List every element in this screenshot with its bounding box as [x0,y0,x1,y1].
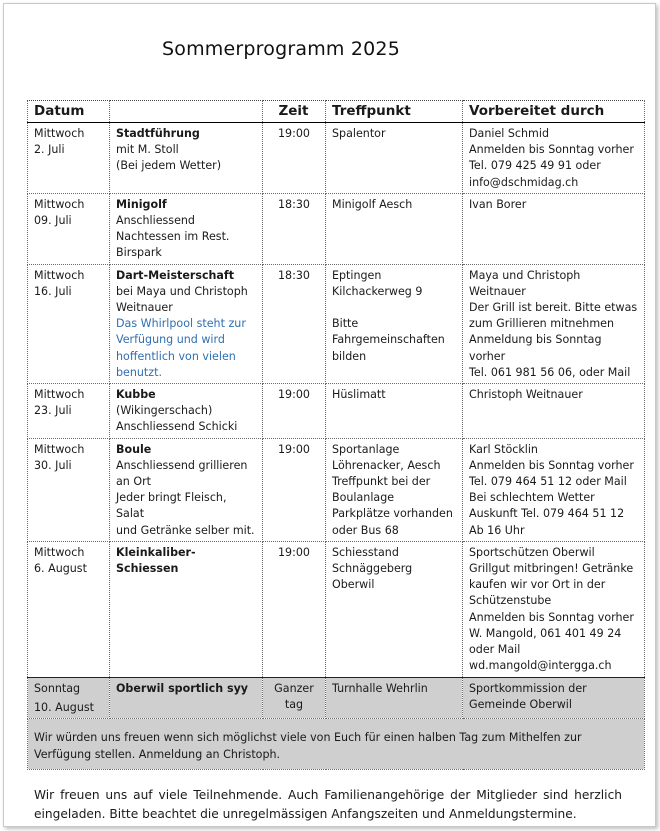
prepared-line: Daniel Schmid [469,127,549,140]
meeting-cell [326,384,463,439]
help-request-note: Wir würden uns freuen wenn sich möglichst viele von Euch für einen halben Tag zum Mithelfen zur Verfügung stellen. Anmeldung an Christoph. [28,718,645,769]
event-detail: bei Maya und Christoph [116,284,248,298]
event-title: Oberwil sportlich syy [116,681,249,695]
meeting-line: Fahrgemeinschaften [332,333,445,347]
date-cell [28,193,110,264]
event-note: Das Whirlpool steht zur Verfügung und wird hoffentlich von vielen benutzt. [116,317,246,379]
prepared-cell [463,438,645,541]
meeting-line: Sportanlage [332,442,400,456]
prepared-line: W. Mangold, 061 401 49 24 [469,626,622,640]
prepared-line: oder Mail [469,643,521,657]
prepared-line: Anmelden bis Sonntag vorher [469,610,634,624]
prepared-line: Tel. 079 425 49 91 oder [469,159,601,173]
event-date: 30. Juli [34,458,72,472]
event-date: 10. August [34,700,94,714]
prepared-line: Christoph Weitnauer [469,388,583,402]
meeting-line: oder Bus 68 [332,523,399,537]
prepared-line: Karl Stöcklin [469,442,538,456]
header-datum: Datum [28,101,110,123]
prepared-line: Gemeinde Oberwil [469,697,572,711]
prepared-line: Anmelden bis Sonntag vorher [469,458,634,472]
prepared-line: Tel. 079 464 51 12 oder Mail [469,475,627,489]
header-treffpunkt: Treffpunkt [326,101,463,123]
weekday: Mittwoch [34,197,85,211]
event-detail: Anschliessend [116,214,195,228]
event-detail: Nachtessen im Rest. [116,230,230,244]
event-date: 16. Juli [34,284,72,298]
prepared-line: wd.mangold@intergga.ch [469,659,612,673]
date-cell [28,264,110,383]
prepared-line: zum Grillieren mitnehmen [469,317,614,331]
time-cell: 19:00 [263,384,326,439]
prepared-line: Bei schlechtem Wetter [469,491,595,505]
meeting-line: Parkplätze vorhanden [332,507,453,521]
event-detail: Anschliessend Schicki [116,420,238,434]
prepared-cell [463,384,645,439]
meeting-cell [326,193,463,264]
table-row [28,541,645,677]
event-cell [110,384,263,439]
prepared-cell [463,541,645,677]
header-event [110,101,263,123]
prepared-line: Weitnauer [469,284,526,298]
event-date: 6. August [34,562,87,576]
date-cell [28,438,110,541]
prepared-line: Der Grill ist bereit. Bitte etwas [469,301,638,315]
prepared-line: Ivan Borer [469,197,527,211]
event-detail: Anschliessend grillieren [116,458,248,472]
weekday: Mittwoch [34,268,85,282]
event-title: Boule [116,442,152,456]
prepared-cell [463,677,645,718]
prepared-line: Maya und Christoph [469,268,581,282]
table-row [28,193,645,264]
meeting-line: bilden [332,349,367,363]
prepared-line: Auskunft Tel. 079 464 51 12 [469,507,625,521]
event-cell [110,438,263,541]
prepared-line: Anmelden bis Sonntag vorher [469,143,634,157]
prepared-line: kaufen wir vor Ort in der [469,578,606,592]
date-cell [28,123,110,194]
table-header-row [28,101,645,123]
header-zeit: Zeit [263,101,326,123]
event-detail: Birspark [116,246,162,260]
event-cell [110,541,263,677]
prepared-line: Schützenstube [469,594,552,608]
date-cell [28,677,110,718]
prepared-cell [463,193,645,264]
special-event-row [28,677,645,718]
program-table [27,100,645,770]
event-detail: und Getränke selber mit. [116,523,255,537]
document-page [3,3,656,827]
weekday: Mittwoch [34,388,85,402]
prepared-line: Anmeldung bis Sonntag [469,333,602,347]
prepared-line: vorher [469,349,506,363]
event-title: Dart-Meisterschaft [116,268,235,282]
event-detail: (Wikingerschach) [116,404,213,418]
prepared-line: Sportkommission der [469,681,587,695]
meeting-line: Schiesstand [332,545,399,559]
meeting-cell [326,123,463,194]
event-title: Minigolf [116,197,167,211]
meeting-line: Minigolf Aesch [332,197,413,211]
prepared-line: Sportschützen Oberwil [469,545,595,559]
prepared-line: Tel. 061 981 56 06, oder Mail [469,365,631,379]
meeting-line: Treffpunkt bei der [332,475,431,489]
table-row [28,384,645,439]
special-note-row [28,718,645,769]
meeting-line [332,300,458,316]
meeting-line: Kilchackerweg 9 [332,284,423,298]
date-cell [28,541,110,677]
prepared-line: Ab 16 Uhr [469,523,525,537]
event-cell [110,677,263,718]
table-row [28,264,645,383]
prepared-line: Grillgut mitbringen! Getränke [469,562,634,576]
prepared-cell [463,264,645,383]
event-detail: Weitnauer [116,301,173,315]
time-cell: 19:00 [263,438,326,541]
prepared-cell [463,123,645,194]
meeting-line: Löhrenacker, Aesch [332,458,441,472]
event-detail: Jeder bringt Fleisch, Salat [116,491,227,521]
event-cell [110,123,263,194]
weekday: Mittwoch [34,545,85,559]
time-cell: 19:00 [263,541,326,677]
meeting-line: Boulanlage [332,491,395,505]
page-title: Sommerprogramm 2025 [162,38,401,60]
event-cell [110,193,263,264]
event-detail: an Ort [116,475,151,489]
event-date: 09. Juli [34,214,72,228]
event-detail: mit M. Stoll [116,143,179,157]
event-date: 23. Juli [34,404,72,418]
meeting-cell: Turnhalle Wehrlin [326,677,463,718]
time-cell: 19:00 [263,123,326,194]
time-cell: 18:30 [263,193,326,264]
weekday: Mittwoch [34,442,85,456]
event-detail: (Bei jedem Wetter) [116,159,222,173]
event-title: Kleinkaliber-Schiessen [116,545,196,576]
table-row [28,123,645,194]
table-body [28,123,645,770]
meeting-cell [326,541,463,677]
meeting-cell [326,438,463,541]
meeting-line: Hüslimatt [332,388,386,402]
time-cell: 18:30 [263,264,326,383]
prepared-line: info@dschmidag.ch [469,175,579,189]
time-cell: Ganzer tag [263,677,326,718]
meeting-line: Bitte [332,317,359,331]
event-cell [110,264,263,383]
meeting-line: Eptingen [332,268,382,282]
table-row [28,438,645,541]
date-cell [28,384,110,439]
meeting-line: Spalentor [332,127,386,140]
weekday: Sonntag [34,681,81,695]
header-vorbereitet: Vorbereitet durch [463,101,645,123]
weekday: Mittwoch [34,127,85,140]
meeting-line: Schnäggeberg Oberwil [332,562,413,592]
footer-note: Wir freuen uns auf viele Teilnehmende. Auch Familienangehörige der Mitglieder sind herzlich eingeladen. Bitte beachtet die unregelmässigen Anfangszeiten und Anmeldungstermine. [34,788,622,821]
event-title: Stadtführung [116,127,200,140]
meeting-cell [326,264,463,383]
event-date: 2. Juli [34,143,65,157]
event-title: Kubbe [116,388,156,402]
